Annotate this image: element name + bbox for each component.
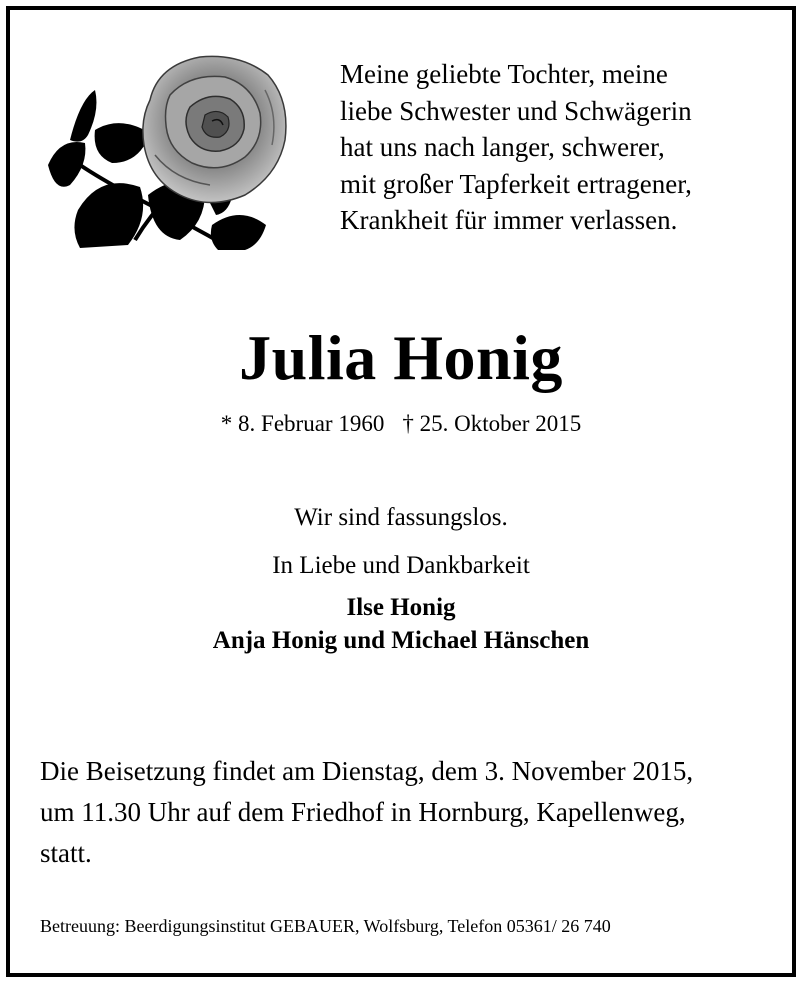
deceased-name: Julia Honig: [239, 322, 563, 393]
obituary-frame: [6, 6, 796, 977]
mourner-name: Ilse Honig: [346, 594, 456, 621]
closing-phrase: In Liebe und Dankbarkeit: [272, 552, 530, 579]
funeral-line: statt.: [40, 838, 92, 868]
intro-line: Krankheit für immer verlassen.: [340, 205, 678, 235]
funeral-home-footer: Betreuung: Beerdigungsinstitut GEBAUER, Wolfsburg, Telefon 05361/ 26 740: [40, 916, 611, 936]
intro-line: hat uns nach langer, schwerer,: [340, 132, 665, 162]
funeral-notice: [40, 751, 780, 874]
birth-date: * 8. Februar 1960: [220, 411, 385, 436]
intro-line: Meine geliebte Tochter, meine: [340, 59, 668, 89]
intro-line: mit großer Tapferkeit ertragener,: [340, 168, 692, 199]
funeral-line: Die Beisetzung findet am Dienstag, dem 3. November 2015,: [40, 756, 694, 786]
mourner-name: Anja Honig und Michael Hänschen: [212, 627, 590, 654]
life-dates: [10, 409, 792, 439]
death-date: † 25. Oktober 2015: [402, 411, 582, 436]
intro-text: [340, 56, 780, 239]
rose-icon: [40, 45, 290, 250]
mourning-statement: Wir sind fassungslos.: [294, 504, 508, 531]
intro-line: liebe Schwester und Schwägerin: [340, 95, 692, 126]
funeral-line: um 11.30 Uhr auf dem Friedhof in Hornburg, Kapellenweg,: [40, 797, 686, 827]
